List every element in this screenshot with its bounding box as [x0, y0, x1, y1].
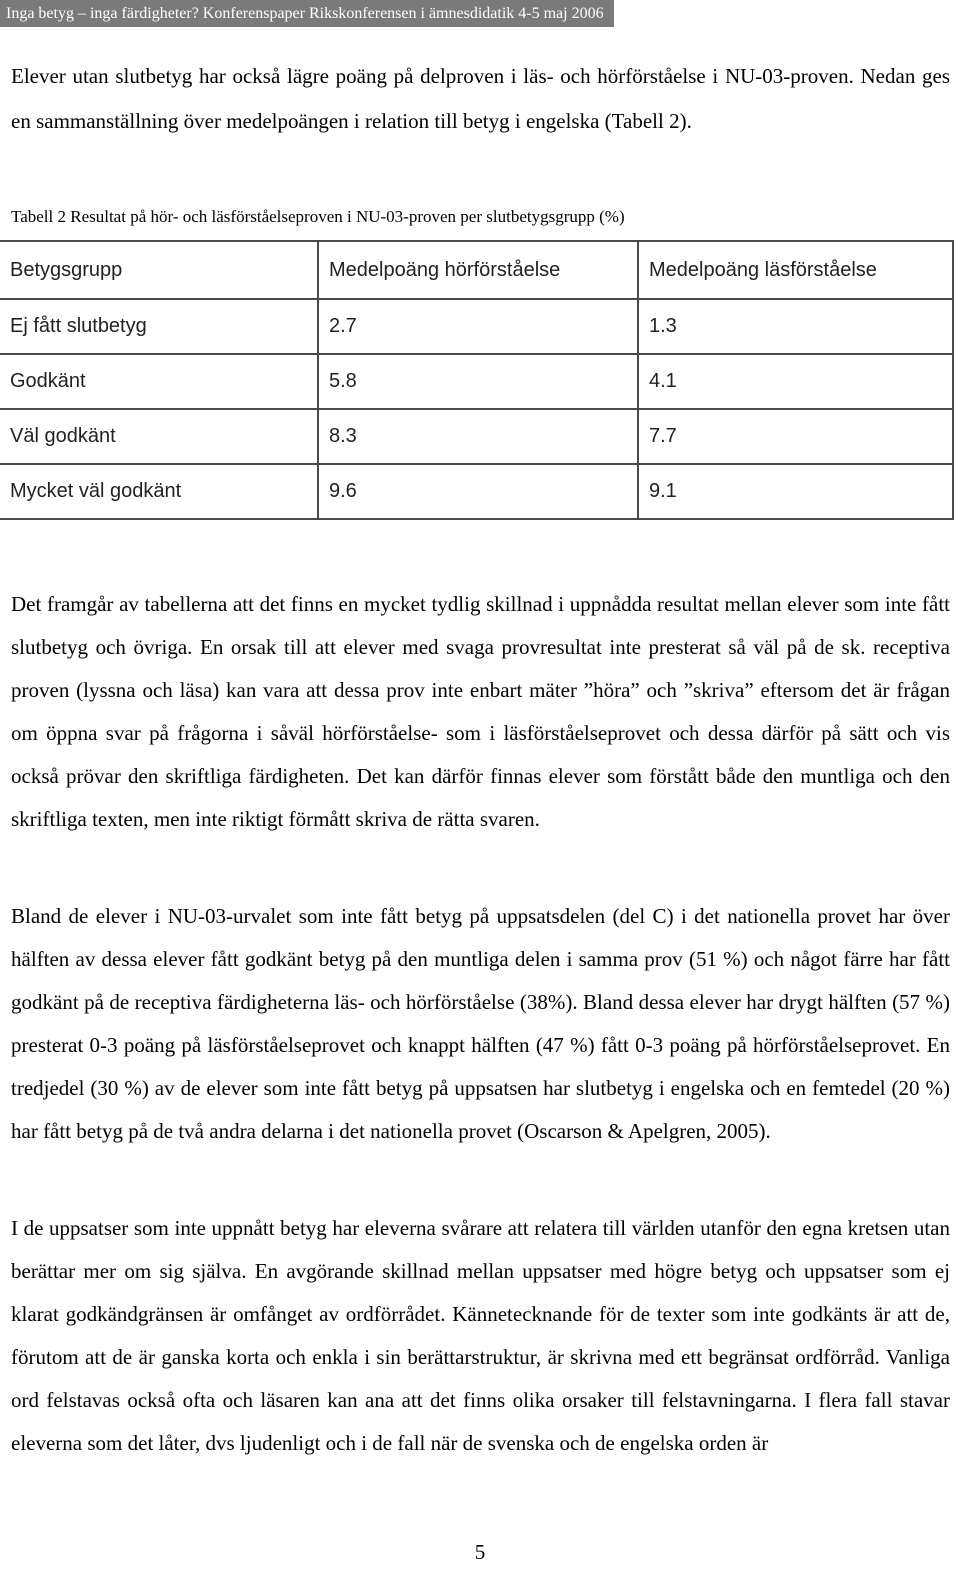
- table-cell: 4.1: [638, 354, 953, 409]
- body-paragraph: Bland de elever i NU-03-urvalet som inte fått betyg på uppsatsdelen (del C) i det nationella provet har över hälften av dessa elever fått godkänt betyg på den muntliga delen i samma prov (51 %) och något färre har fått godkänt på de receptiva färdigheterna läs- och hörförståelse (38%). Bland dessa elever har drygt hälften (57 %) presterat 0-3 poäng på läsförståelseprovet och knappt hälften (47 %) fått 0-3 poäng på hörförståelseprovet. En tredjedel (30 %) av de elever som inte fått betyg på uppsatsen har slutbetyg i engelska och en femtedel (20 %) har fått betyg på de två andra delarna i det nationella provet (Oscarson & Apelgren, 2005).: [11, 904, 950, 1143]
- body-paragraph: Det framgår av tabellerna att det finns en mycket tydlig skillnad i uppnådda resultat mellan elever som inte fått slutbetyg och övriga. En orsak till att elever med svaga provresultat inte presterat så väl på de sk. receptiva proven (lyssna och läsa) kan vara att dessa prov inte enbart mäter ”höra” och ”skriva” eftersom det är frågan om öppna svar på frågorna i såväl hörförståelse- som i läsförståelseprovet och dessa därför på sätt och vis också prövar den skriftliga färdigheten. Det kan därför finnas elever som förstått både den muntliga och den skriftliga texten, men inte riktigt förmått skriva de rätta svaren.: [11, 592, 950, 831]
- column-header: Medelpoäng läsförståelse: [638, 241, 953, 299]
- table-cell: 9.6: [318, 464, 638, 519]
- table-row: [0, 354, 953, 409]
- intro-paragraph: Elever utan slutbetyg har också lägre poäng på delproven i läs- och hörförståelse i NU-03-proven. Nedan ges en sammanställning över medelpoängen i relation till betyg i engelska (Tabell 2).: [11, 64, 950, 133]
- body-paragraph: I de uppsatser som inte uppnått betyg har eleverna svårare att relatera till världen utanför den egna kretsen utan berättar mer om sig själva. En avgörande skillnad mellan uppsatser med högre betyg och uppsatser som ej klarat godkändgränsen är omfånget av ordförrådet. Kännetecknande för de texter som inte godkänts är att de, förutom att de är ganska korta och enkla i sin berättarstruktur, är skrivna med ett begränsat ordförråd. Vanliga ord felstavas också ofta och läsaren kan ana att det finns olika orsaker till felstavningarna. I flera fall stavar eleverna som det låter, dvs ljudenligt och i de fall när de svenska och de engelska orden är: [11, 1216, 950, 1455]
- table-cell: Godkänt: [0, 354, 318, 409]
- document-header: Inga betyg – inga färdigheter? Konferenspaper Rikskonferensen i ämnesdidatik 4-5 maj 2006: [0, 0, 614, 27]
- results-table: [0, 240, 954, 520]
- table-row: [0, 464, 953, 519]
- table-cell: Väl godkänt: [0, 409, 318, 464]
- table-caption: Tabell 2 Resultat på hör- och läsförståelseproven i NU-03-proven per slutbetygsgrupp (%): [11, 207, 625, 226]
- table-cell: Mycket väl godkänt: [0, 464, 318, 519]
- page-number: 5: [474, 1540, 486, 1564]
- table-cell: 1.3: [638, 299, 953, 354]
- table-header-row: [0, 241, 953, 299]
- table-cell: 2.7: [318, 299, 638, 354]
- table-row: [0, 299, 953, 354]
- table-row: [0, 409, 953, 464]
- table-cell: Ej fått slutbetyg: [0, 299, 318, 354]
- table-cell: 5.8: [318, 354, 638, 409]
- column-header: Medelpoäng hörförståelse: [318, 241, 638, 299]
- table-cell: 8.3: [318, 409, 638, 464]
- column-header: Betygsgrupp: [0, 241, 318, 299]
- table-cell: 7.7: [638, 409, 953, 464]
- table-cell: 9.1: [638, 464, 953, 519]
